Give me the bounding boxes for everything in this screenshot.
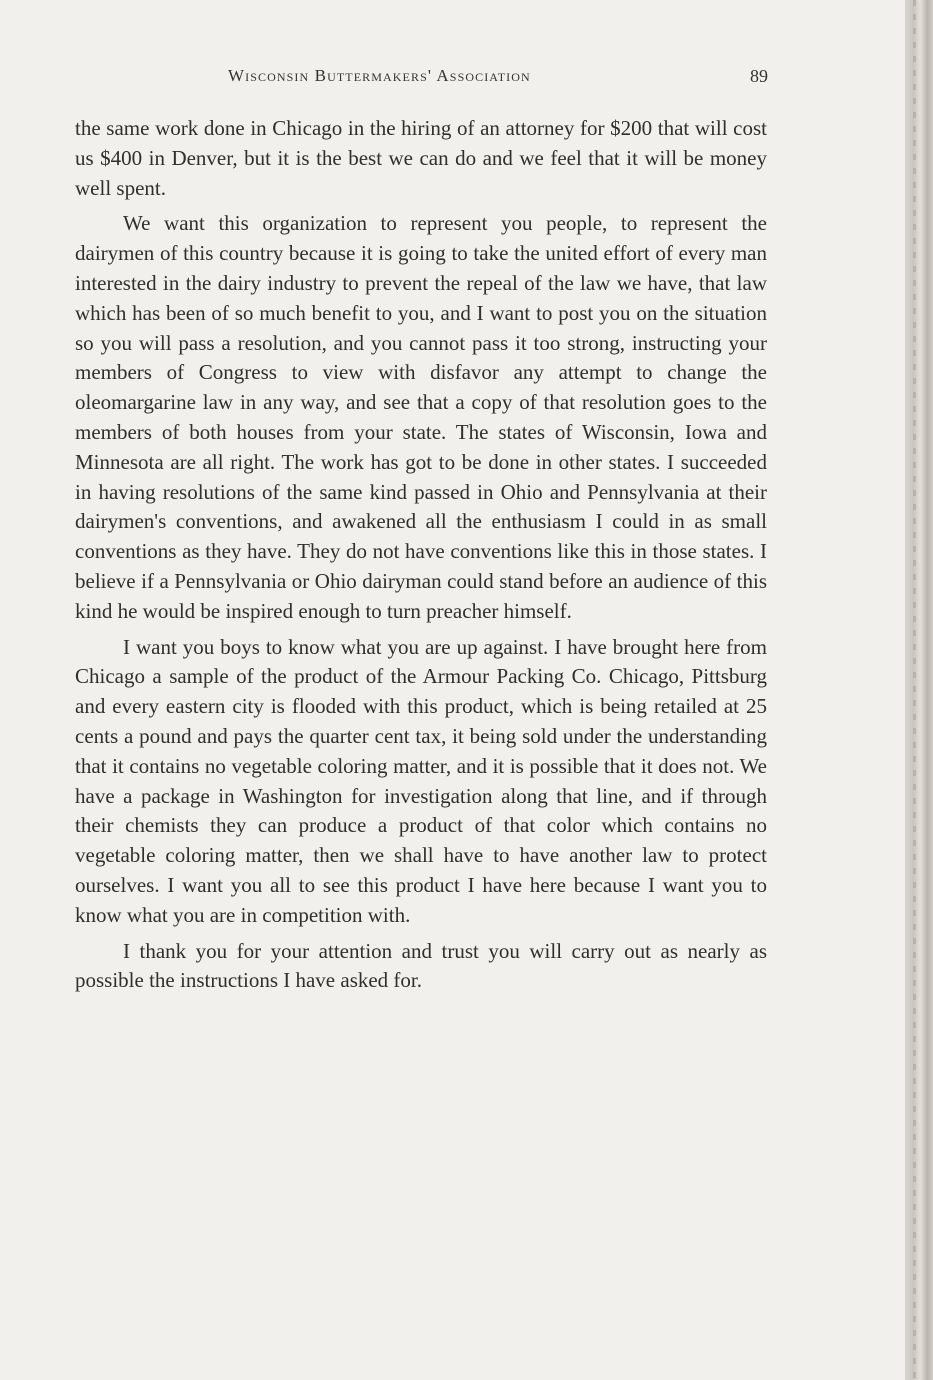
paragraph: I thank you for your attention and trust you will carry out as nearly as possible the instructions I have asked for. (75, 938, 767, 993)
book-binding-edge (905, 0, 933, 1380)
running-header (228, 66, 768, 90)
body-text (75, 114, 767, 1002)
paragraph: the same work done in Chicago in the hiring of an attorney for $200 that will cost us $400 in Denver, but it is the best we can do and we feel that it will be money well spent. (75, 116, 767, 200)
paragraph: I want you boys to know what you are up against. I have brought here from Chicago a sample of the product of the Armour Packing Co. Chicago, Pittsburg and every eastern city is flooded with this product, which is being retailed at 25 cents a pound and pays the quarter cent tax, it being sold under the understanding that it contains no vegetable coloring matter, and it is possible that it does not. We have a package in Washington for investigation along that line, and if through their chemists they can produce a product of that color which contains no vegetable coloring matter, then we shall have to have another law to protect ourselves. I want you all to see this product I have here because I want you to know what you are in competition with. (75, 634, 767, 927)
page-number: 89 (750, 66, 768, 86)
running-title: Wisconsin Buttermakers' Association (228, 66, 531, 85)
paragraph: We want this organization to represent you people, to represent the dairymen of this country because it is going to take the united effort of every man interested in the dairy industry to prevent the repeal of the law we have, that law which has been of so much benefit to you, and I want to post you on the situation so you will pass a resolution, and you cannot pass it too strong, instructing your members of Congress to view with disfavor any attempt to change the oleomargarine law in any way, and see that a copy of that resolution goes to the members of both houses from your state. The states of Wisconsin, Iowa and Minnesota are all right. The work has got to be done in other states. I succeeded in having resolutions of the same kind passed in Ohio and Pennsylvania at their dairymen's conventions, and awakened all the enthusiasm I could in as small conventions as they have. They do not have conventions like this in those states. I believe if a Pennsylvania or Ohio dairyman could stand before an audience of this kind he would be inspired enough to turn preacher himself. (75, 211, 767, 623)
